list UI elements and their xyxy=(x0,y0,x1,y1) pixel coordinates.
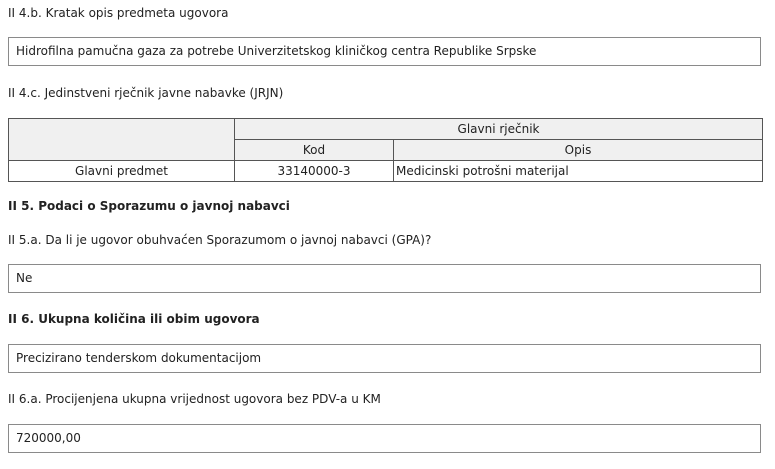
estimated-value-field: 720000,00 xyxy=(8,424,761,453)
table-cell-opis: Medicinski potrošni materijal xyxy=(394,161,763,182)
table-row xyxy=(9,161,763,182)
table-header-opis: Opis xyxy=(394,140,763,161)
section-5a-label: II 5.a. Da li je ugovor obuhvaćen Sporazumom o javnoj nabavci (GPA)? xyxy=(8,233,432,247)
section-4c-label: II 4.c. Jedinstveni rječnik javne nabavke (JRJN) xyxy=(8,86,284,100)
gpa-answer-field: Ne xyxy=(8,264,761,293)
section-6-heading: II 6. Ukupna količina ili obim ugovora xyxy=(8,312,260,326)
table-cell-kod: 33140000-3 xyxy=(235,161,394,182)
table-header-row xyxy=(9,119,763,140)
table-header-kod: Kod xyxy=(235,140,394,161)
table-cell-row-name: Glavni predmet xyxy=(9,161,235,182)
section-5-heading: II 5. Podaci o Sporazumu o javnoj nabavci xyxy=(8,199,290,213)
section-4b-label: II 4.b. Kratak opis predmeta ugovora xyxy=(8,6,229,20)
table-group-header: Glavni rječnik xyxy=(235,119,763,140)
contract-quantity-field: Precizirano tenderskom dokumentacijom xyxy=(8,344,761,373)
section-6a-label: II 6.a. Procijenjena ukupna vrijednost ugovora bez PDV-a u KM xyxy=(8,392,381,406)
jrjn-table xyxy=(8,118,763,182)
contract-description-field: Hidrofilna pamučna gaza za potrebe Univerzitetskog kliničkog centra Republike Srpske xyxy=(8,37,761,66)
table-empty-header-cell xyxy=(9,119,235,161)
